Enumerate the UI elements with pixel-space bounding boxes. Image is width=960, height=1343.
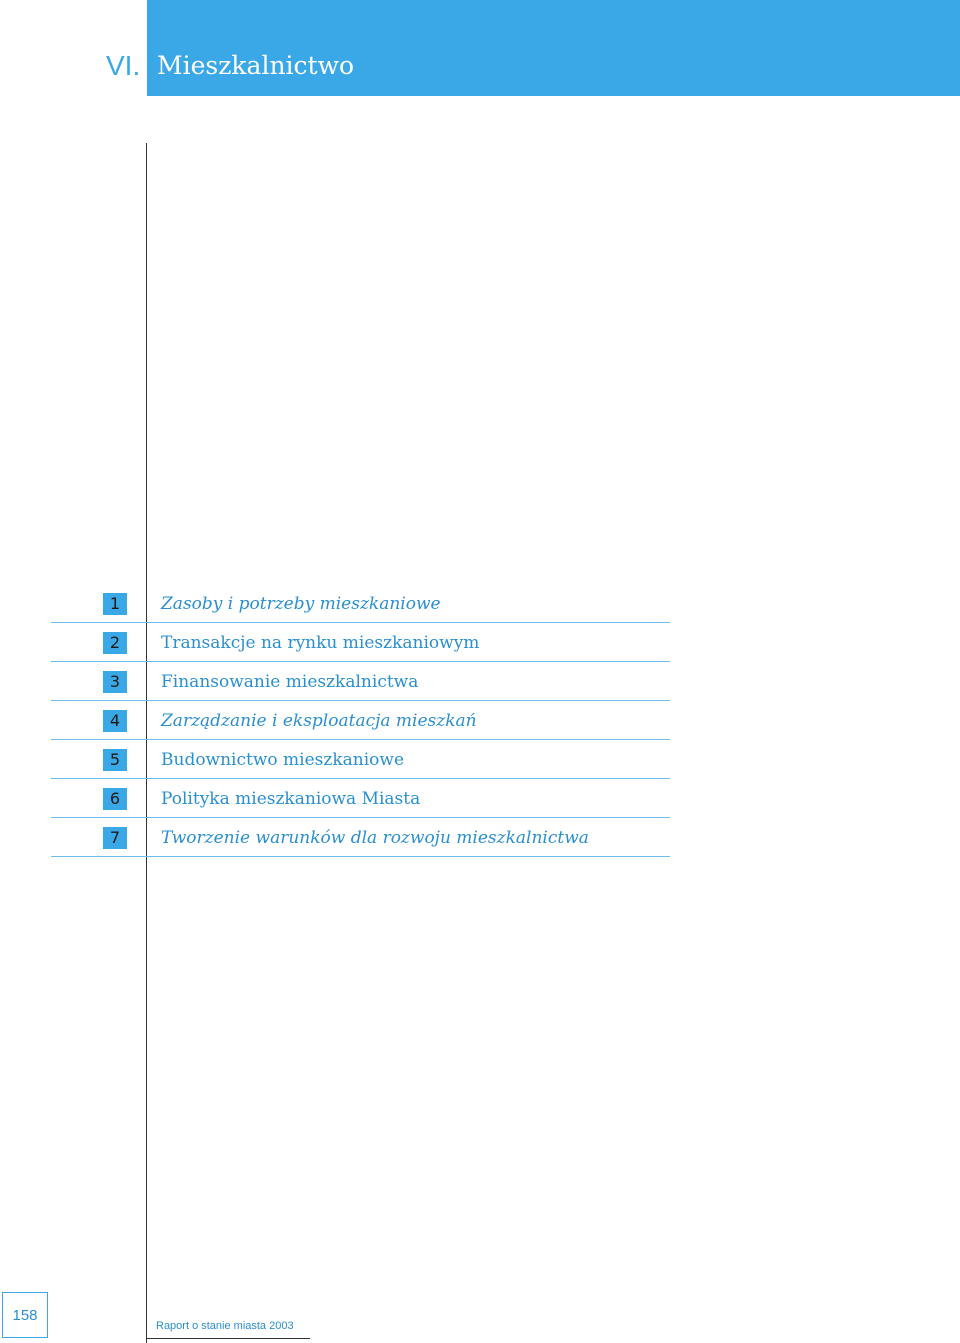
footer-rule bbox=[147, 1338, 310, 1339]
toc-item-title: Zarządzanie i eksploatacja mieszkań bbox=[161, 711, 477, 731]
toc-item-number: 3 bbox=[103, 671, 127, 693]
toc-item-title: Polityka mieszkaniowa Miasta bbox=[161, 789, 421, 809]
toc-item[interactable] bbox=[51, 662, 670, 701]
toc-item[interactable] bbox=[51, 623, 670, 662]
page-number: 158 bbox=[2, 1292, 48, 1338]
toc-item[interactable] bbox=[51, 740, 670, 779]
table-of-contents bbox=[51, 584, 670, 857]
footer-publication: Raport o stanie miasta 2003 bbox=[156, 1320, 294, 1332]
toc-item[interactable] bbox=[51, 701, 670, 740]
toc-item-number: 6 bbox=[103, 788, 127, 810]
chapter-number: VI. bbox=[106, 50, 141, 81]
toc-item-number: 1 bbox=[103, 593, 127, 615]
chapter-title: Mieszkalnictwo bbox=[157, 51, 355, 80]
toc-item-number: 4 bbox=[103, 710, 127, 732]
toc-item-title: Budownictwo mieszkaniowe bbox=[161, 750, 405, 770]
toc-item-number: 5 bbox=[103, 749, 127, 771]
toc-item-title: Finansowanie mieszkalnictwa bbox=[161, 672, 419, 692]
toc-item[interactable] bbox=[51, 584, 670, 623]
toc-item-title: Transakcje na rynku mieszkaniowym bbox=[161, 633, 480, 653]
toc-item-title: Zasoby i potrzeby mieszkaniowe bbox=[161, 594, 441, 614]
header-bar bbox=[147, 0, 960, 96]
toc-item[interactable] bbox=[51, 779, 670, 818]
toc-item-number: 7 bbox=[103, 827, 127, 849]
toc-item-number: 2 bbox=[103, 632, 127, 654]
toc-item-title: Tworzenie warunków dla rozwoju mieszkalnictwa bbox=[161, 828, 589, 848]
toc-item[interactable] bbox=[51, 818, 670, 857]
